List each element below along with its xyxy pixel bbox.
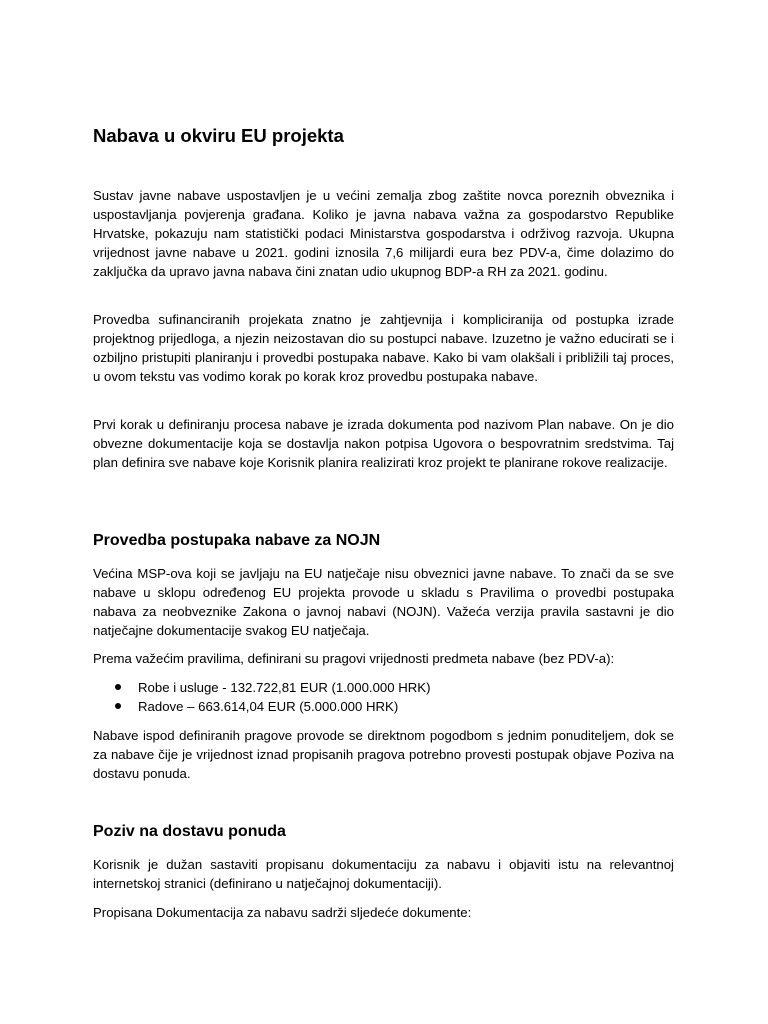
intro-paragraph-3: Prvi korak u definiranju procesa nabave je izrada dokumenta pod nazivom Plan nabave. On je dio obvezne dokumentacije koja se dostavlja nakon potpisa Ugovora o bespovratnim sredstvima. Taj plan definira sve nabave koje Korisnik planira realizirati kroz projekt te planirane rokove realizacije. (93, 417, 674, 470)
section-heading-nojn: Provedba postupaka nabave za NOJN (93, 532, 381, 549)
list-item-text: Radove – 663.614,04 EUR (5.000.000 HRK) (138, 699, 399, 714)
nojn-paragraph-3: Nabave ispod definiranih pragove provode se direktnom pogodbom s jednim ponuditeljem, dok se za nabave čije je vrijednost iznad propisanih pragova potrebno provesti postupak objave Poziva na dostavu ponuda. (93, 728, 674, 781)
nojn-paragraph-2: Prema važećim pravilima, definirani su pragovi vrijednosti predmeta nabave (bez PDV-a): (93, 651, 615, 666)
section-heading-poziv: Poziv na dostavu ponuda (93, 823, 286, 840)
list-item-text: Robe i usluge - 132.722,81 EUR (1.000.000 HRK) (138, 680, 431, 695)
nojn-paragraph-1: Većina MSP-ova koji se javljaju na EU natječaje nisu obveznici javne nabave. To znači da se sve nabave u sklopu određenog EU projekta provode u skladu s Pravilima o provedbi postupaka nabava za neobveznike Zakona o javnoj nabavi (NOJN). Važeća verzija pravila sastavni je dio natječajne dokumentacije svakog EU natječaja. (93, 566, 674, 638)
list-item (93, 697, 674, 716)
intro-paragraph-1: Sustav javne nabave uspostavljen je u većini zemalja zbog zaštite novca poreznih obveznika i uspostavljanja povjerenja građana. Koliko je javna nabava važna za gospodarstvo Republike Hrvatske, pokazuju nam statistički podaci Ministarstva gospodarstva i održivog razvoja. Ukupna vrijednost javne nabave u 2021. godini iznosila 7,6 milijardi eura bez PDV-a, čime dolazimo do zaključka da upravo javna nabava čini znatan udio ukupnog BDP-a RH za 2021. godinu. (93, 188, 674, 279)
poziv-paragraph-1: Korisnik je dužan sastaviti propisanu dokumentaciju za nabavu i objaviti istu na relevantnoj internetskoj stranici (definirano u natječajnoj dokumentaciji). (93, 857, 674, 891)
document-title: Nabava u okviru EU projekta (93, 125, 344, 146)
threshold-list (93, 678, 674, 716)
poziv-paragraph-2: Propisana Dokumentacija za nabavu sadrži sljedeće dokumente: (93, 905, 472, 920)
intro-paragraph-2: Provedba sufinanciranih projekata znatno je zahtjevnija i kompliciranija od postupka izrade projektnog prijedloga, a njezin neizostavan dio su postupci nabave. Izuzetno je važno educirati se i ozbiljno pristupiti planiranju i provedbi postupaka nabave. Kako bi vam olakšali i približili taj proces, u ovom tekstu vas vodimo korak po korak kroz provedbu postupaka nabave. (93, 312, 674, 384)
bullet-icon (115, 703, 121, 709)
list-item (93, 678, 674, 697)
bullet-icon (115, 684, 121, 690)
